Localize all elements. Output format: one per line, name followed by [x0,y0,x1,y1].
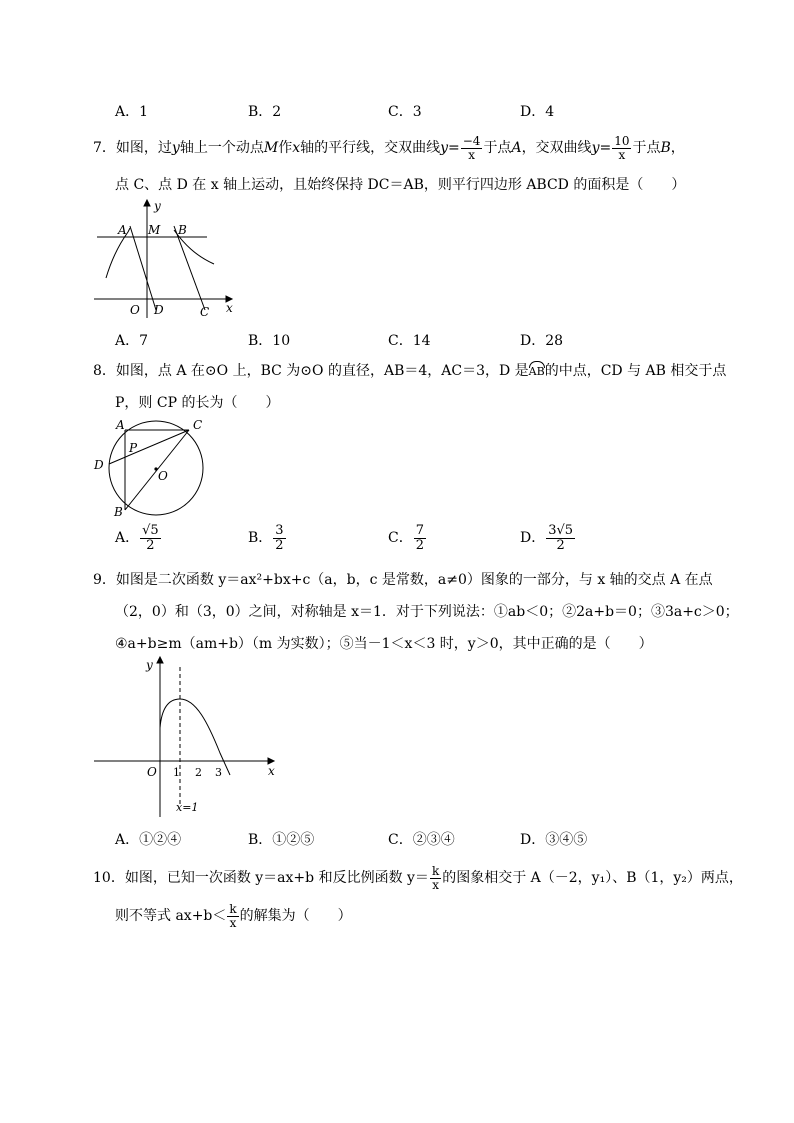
q8-fig-label-a: A [116,418,125,432]
q10-fraction-1-den: x [432,877,439,892]
q7-fig-label-m: M [148,223,161,237]
q9-line2: （2，0）和（3，0）之间，对称轴是 x＝1．对于下列说法：①ab＜0；②2a+b＝0；③3a+c＞0； [115,604,739,620]
q8-text: 的中点，CD 与 AB 相交于点 [544,363,727,379]
q8-option-a-den: 2 [146,537,155,553]
q8-option-c [388,524,427,552]
q7-fraction-2-num: 10 [614,134,630,148]
q9-fig-label-o: O [147,765,157,779]
q7-fraction-1-num: −4 [462,134,481,148]
q7-var-b: B [660,140,671,157]
q10-text: 如图，已知一次函数 y＝ax+b 和反比例函数 y＝ [124,870,429,887]
q7-fraction-1 [461,135,483,161]
q9-fig-label-axis-of-symmetry: x=1 [176,801,199,814]
q7-text: 轴的平行线，交双曲线 [300,140,441,157]
q9-fig-label-1: 1 [173,766,180,779]
q7-fig-label-a: A [118,223,127,237]
q8-option-d-letter: D． [520,530,546,547]
q7-option-a: A．7 [115,333,149,349]
q9-option-c: C．②③④ [388,832,455,848]
q7-var-x: x [292,140,301,157]
q8-option-d-num: 3√5 [548,523,574,538]
q8-option-a-fraction [140,524,161,552]
q8-option-a-num: √5 [142,523,159,538]
q8-number: 8． [93,363,116,379]
q7-fig-label-y: y [154,199,161,213]
q8-fig-label-o: O [158,469,168,483]
q10-line1 [93,865,743,891]
q10-text: 的图象相交于 A（－2，y₁）、B（1，y₂）两点， [442,870,743,887]
q7-text: 如图，过 [115,140,172,157]
q10-fraction-2-den: x [229,915,237,930]
q7-var-m: M [263,140,279,157]
q7-fig-label-o: O [130,303,140,317]
q9-option-d: D．③④⑤ [520,832,588,848]
q8-text: 如图，点 A 在⊙O 上，BC 为⊙O 的直径，AB＝4，AC＝3，D 是 [115,363,529,379]
q7-var-yeq: y= [440,140,460,157]
q7-fraction-1-den: x [468,147,475,162]
q7-text: ， [670,140,685,157]
q9-option-b: B．①②⑤ [248,832,315,848]
q7-number: 7． [93,140,116,157]
q10-fraction-1 [430,865,441,891]
q7-var-a: A [511,140,522,157]
q7-option-d: D．28 [520,333,564,349]
q10-line2 [115,903,352,929]
q7-var-y: y [171,140,180,157]
q9-fig-label-y: y [146,658,153,672]
q10-fraction-2-num: k [229,902,237,916]
q8-option-b-letter: B． [248,530,273,547]
q8-fig-label-d: D [94,458,104,472]
q9-text: 如图是二次函数 y＝ax²+bx+c（a，b，c 是常数，a≠0）图象的一部分，与 x 轴的交点 A 在点 [115,572,713,588]
q8-option-c-num: 7 [415,523,424,538]
q8-line2: P，则 CP 的长为（ ） [115,395,280,411]
q10-number: 10． [93,870,125,887]
q7-text: 作 [278,140,293,157]
q7-fig-label-c: C [200,305,210,319]
q7-line2: 点 C、点 D 在 x 轴上运动，且始终保持 DC＝AB，则平行四边形 ABCD 的面积是（ ） [115,177,686,193]
q8-figure [92,415,212,520]
q9-fig-label-2: 2 [195,766,202,779]
q8-fig-label-p: P [129,441,138,455]
q7-text: 于点 [632,140,661,157]
q8-option-a [115,524,162,552]
q6-option-b: B．2 [248,104,282,120]
q7-text: ，交双曲线 [521,140,592,157]
q7-text: 于点 [483,140,512,157]
q10-text: 的解集为（ ） [239,908,352,925]
q8-option-b-den: 2 [275,537,284,553]
q7-fig-label-b: B [178,223,187,237]
q8-option-b-fraction [273,524,285,552]
q7-var-yeq: y= [591,140,612,157]
q8-option-c-den: 2 [415,537,424,553]
q8-option-d [520,524,576,552]
q7-option-c: C．14 [388,333,431,349]
q8-option-d-fraction [546,524,575,552]
q7-text: 轴上一个动点 [179,140,264,157]
q8-arc-ab: AB [529,361,545,378]
q7-figure [92,198,242,320]
q6-option-d: D．4 [520,104,555,120]
q8-option-c-letter: C． [388,530,413,547]
q8-fig-label-b: B [114,505,123,519]
q7-fraction-2-den: x [618,147,626,162]
q8-option-a-letter: A． [115,530,140,547]
q7-fig-label-x: x [226,301,233,315]
q9-option-a: A．①②④ [115,832,182,848]
q7-fig-label-d: D [154,303,164,317]
q9-figure [92,655,282,820]
q10-fraction-2 [227,903,238,929]
q9-number: 9． [93,572,116,588]
q7-line1 [93,135,685,161]
q8-line1 [93,360,726,380]
q6-option-c: C．3 [388,104,422,120]
q8-option-c-fraction [414,524,426,552]
q9-fig-label-x: x [268,764,275,778]
q6-option-a: A．1 [115,104,149,120]
q9-line1 [93,569,713,589]
q7-fraction-2 [612,135,631,161]
q8-option-b-num: 3 [275,523,284,538]
q8-option-b [248,524,287,552]
q8-option-d-den: 2 [556,537,565,553]
q10-text: 则不等式 ax+b＜ [115,908,227,925]
q9-fig-label-3: 3 [215,766,222,779]
q7-option-b: B．10 [248,333,291,349]
q9-line3: ④a+b≥m（am+b）（m 为实数）；⑤当－1＜x＜3 时，y＞0，其中正确的是（ ） [115,636,653,652]
q8-fig-label-c: C [193,418,203,432]
q10-fraction-1-num: k [431,864,440,878]
